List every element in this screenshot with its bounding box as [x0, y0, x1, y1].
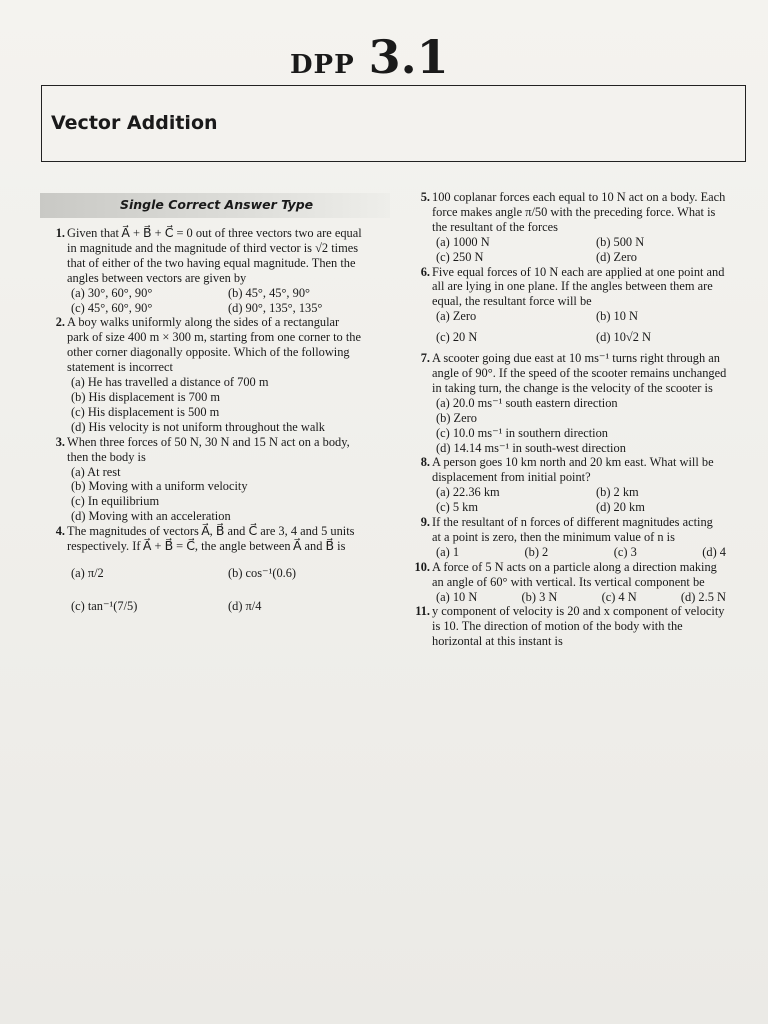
question-line: A boy walks uniformly along the sides of a rectangular — [67, 315, 340, 330]
option-a: (a) π/2 — [71, 565, 104, 580]
option-a: (a) He has travelled a distance of 700 m — [71, 375, 269, 390]
option-a: (a) 1 — [436, 544, 460, 559]
question-line: other corner diagonally opposite. Which of the following — [67, 345, 350, 360]
question-3 — [45, 435, 385, 524]
option-a: (a) At rest — [71, 464, 121, 479]
question-10 — [410, 560, 756, 605]
question-line: displacement from initial point? — [432, 470, 591, 485]
option-b: (b) 2 km — [596, 485, 639, 500]
option-c: (c) 10.0 ms⁻¹ in southern direction — [436, 425, 608, 440]
option-c: (c) 250 N — [436, 249, 484, 264]
question-number: 4. — [55, 524, 65, 539]
question-line: park of size 400 m × 300 m, starting from one corner to the — [67, 330, 361, 345]
question-line: in taking turn, the change is the velocity of the scooter is — [432, 380, 713, 395]
question-line: the resultant of the forces — [432, 219, 558, 234]
options — [432, 545, 756, 560]
option-d: (d) Zero — [596, 249, 637, 264]
question-line: A person goes 10 km north and 20 km east. What will be — [432, 455, 714, 470]
option-c: (c) 20 N — [436, 330, 478, 345]
question-line: When three forces of 50 N, 30 N and 15 N act on a body, — [67, 434, 350, 449]
options-row-2 — [67, 599, 385, 614]
section-heading: Single Correct Answer Type — [120, 197, 314, 212]
option-b: (b) His displacement is 700 m — [71, 389, 221, 404]
chapter-title: Vector Addition — [51, 112, 218, 134]
question-11 — [410, 604, 756, 649]
option-b: (b) 2 — [524, 544, 549, 559]
option-c: (c) 45°, 60°, 90° — [71, 300, 153, 315]
question-line: The magnitudes of vectors A⃗, B⃗ and C⃗ are 3, 4 and 5 units — [67, 524, 355, 539]
question-line: in magnitude and the magnitude of third vector is √2 times — [67, 240, 359, 255]
question-7 — [410, 351, 756, 455]
right-column — [410, 190, 756, 649]
question-5 — [410, 190, 756, 265]
question-line: angle of 90°. If the speed of the scooter remains unchanged — [432, 365, 727, 380]
question-number: 11. — [415, 604, 430, 619]
question-number: 5. — [420, 190, 430, 204]
question-number: 6. — [420, 264, 430, 279]
question-line: respectively. If A⃗ + B⃗ = C⃗, the angle between A⃗ and B⃗ is — [67, 539, 346, 554]
dpp-number: 3.1 — [368, 30, 449, 84]
question-1 — [45, 226, 385, 315]
option-d: (d) 90°, 135°, 135° — [228, 300, 323, 315]
options — [432, 235, 756, 265]
option-c: (c) His displacement is 500 m — [71, 404, 220, 419]
question-line: A scooter going due east at 10 ms⁻¹ turns right through an — [432, 351, 720, 366]
option-c: (c) 3 — [613, 544, 637, 559]
option-d: (d) π/4 — [228, 598, 262, 613]
options — [67, 286, 385, 316]
question-line: 100 coplanar forces each equal to 10 N act on a body. Each — [432, 190, 726, 204]
question-line: statement is incorrect — [67, 360, 173, 375]
option-a: (a) 1000 N — [436, 234, 490, 249]
option-b: (b) Zero — [436, 410, 477, 425]
question-line: angles between vectors are given by — [67, 270, 247, 285]
option-c: (c) 4 N — [601, 589, 637, 604]
dpp-label: DPP — [290, 50, 355, 80]
options-row-1 — [67, 566, 385, 581]
option-d: (d) 4 — [702, 544, 726, 559]
option-b: (b) 500 N — [596, 234, 645, 249]
option-b: (b) 10 N — [596, 309, 638, 324]
option-d: (d) 10√2 N — [596, 330, 651, 345]
question-line: Five equal forces of 10 N each are applied at one point and — [432, 264, 725, 279]
option-c: (c) 5 km — [436, 500, 478, 515]
options — [432, 590, 756, 605]
question-line: Given that A⃗ + B⃗ + C⃗ = 0 out of three vectors two are equal — [67, 226, 362, 240]
question-line: force makes angle π/50 with the preceding force. What is — [432, 204, 716, 219]
option-d: (d) Moving with an acceleration — [71, 509, 231, 524]
option-d: (d) 14.14 ms⁻¹ in south-west direction — [436, 440, 626, 455]
question-line: y component of velocity is 20 and x component of velocity — [432, 604, 725, 619]
question-line: is 10. The direction of motion of the body with the — [432, 619, 683, 634]
left-column — [45, 226, 385, 614]
option-d: (d) His velocity is not uniform throughout the walk — [71, 419, 325, 434]
question-6 — [410, 265, 756, 346]
dpp-header — [290, 30, 449, 84]
question-number: 1. — [55, 226, 65, 240]
question-8 — [410, 455, 756, 515]
question-line: equal, the resultant force will be — [432, 294, 592, 309]
option-c: (c) In equilibrium — [71, 494, 160, 509]
question-line: then the body is — [67, 449, 146, 464]
options — [432, 309, 756, 345]
question-line: A force of 5 N acts on a particle along a direction making — [432, 559, 717, 574]
options — [432, 485, 756, 515]
question-line: If the resultant of n forces of different magnitudes acting — [432, 515, 713, 530]
question-number: 9. — [420, 515, 430, 530]
question-number: 7. — [420, 351, 430, 366]
option-b: (b) Moving with a uniform velocity — [71, 479, 248, 494]
option-a: (a) 20.0 ms⁻¹ south eastern direction — [436, 395, 618, 410]
question-number: 3. — [55, 434, 65, 449]
option-a: (a) Zero — [436, 309, 477, 324]
option-a: (a) 22.36 km — [436, 485, 500, 500]
option-c: (c) tan⁻¹(7/5) — [71, 598, 138, 613]
chapter-title-box — [41, 85, 746, 162]
option-a: (a) 30°, 60°, 90° — [71, 285, 153, 300]
option-a: (a) 10 N — [436, 589, 478, 604]
question-line: that of either of the two having equal magnitude. Then the — [67, 255, 356, 270]
question-number: 10. — [414, 559, 430, 574]
question-line: all are lying in one plane. If the angles between them are — [432, 279, 713, 294]
section-banner — [40, 193, 390, 218]
question-line: horizontal at this instant is — [432, 634, 563, 649]
option-d: (d) 2.5 N — [680, 589, 726, 604]
question-9 — [410, 515, 756, 560]
question-2 — [45, 315, 385, 434]
option-b: (b) cos⁻¹(0.6) — [228, 565, 297, 580]
option-d: (d) 20 km — [596, 500, 645, 515]
question-4 — [45, 524, 385, 614]
question-line: an angle of 60° with vertical. Its vertical component be — [432, 574, 705, 589]
question-number: 2. — [55, 315, 65, 330]
question-line: at a point is zero, then the minimum value of n is — [432, 529, 675, 544]
question-number: 8. — [420, 455, 430, 470]
option-b: (b) 3 N — [521, 589, 558, 604]
option-b: (b) 45°, 45°, 90° — [228, 285, 310, 300]
